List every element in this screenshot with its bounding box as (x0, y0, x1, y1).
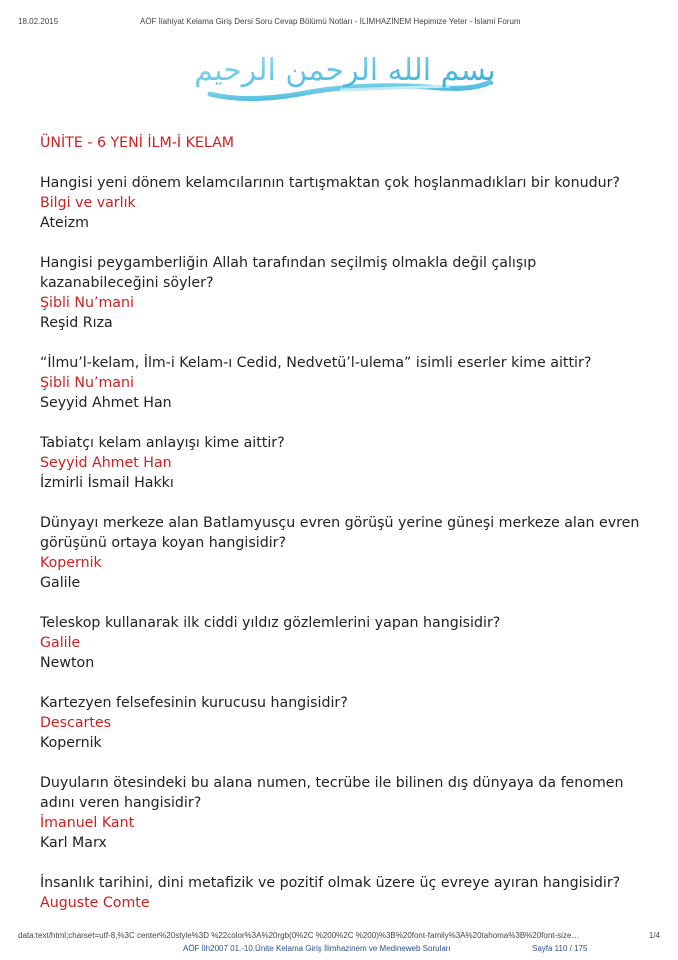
correct-answer: Auguste Comte (40, 895, 150, 911)
question-text: Tabiatçı kelam anlayışı kime aittir? (40, 435, 285, 451)
print-page-number: 1/4 (648, 931, 660, 940)
wrong-answer: Seyyid Ahmet Han (40, 395, 172, 411)
footer-subtitle: AÖF İlh2007 01.-10.Ünite Kelama Giriş İlimhazinem ve Medineweb Soruları (183, 944, 451, 953)
wrong-answer: Newton (40, 655, 95, 671)
correct-answer: Seyyid Ahmet Han (40, 455, 172, 471)
qa-item (40, 773, 650, 853)
question-text: Kartezyen felsefesinin kurucusu hangisidir? (40, 695, 348, 711)
correct-answer: Bilgi ve varlık (40, 195, 136, 211)
print-title: AÖF İlahiyat Kelama Giriş Dersi Soru Cevap Bölümü Notları - İLİMHAZİNEM Hepimize Yeter - İslami Forum (140, 17, 521, 26)
wrong-answer: Karl Marx (40, 835, 107, 851)
print-url: data:text/html;charset=utf-8,%3C center%20style%3D %22color%3A%20rgb(0%2C %200%2C %200)%3B%20font-family%3A%20tahoma%3B%20font-size… (18, 931, 580, 940)
qa-item (40, 433, 650, 493)
correct-answer: Descartes (40, 715, 112, 731)
wrong-answer: İzmirli İsmail Hakkı (40, 475, 174, 491)
question-text: İnsanlık tarihini, dini metafizik ve pozitif olmak üzere üç evreye ayıran hangisidir? (40, 875, 621, 891)
unit-title: ÜNİTE - 6 YENİ İLM-İ KELAM (40, 135, 235, 151)
correct-answer: Kopernik (40, 555, 102, 571)
correct-answer: Şibli Nu’mani (40, 375, 134, 391)
document-body (40, 133, 650, 933)
basmala-logo (190, 42, 500, 108)
qa-item (40, 253, 650, 333)
correct-answer: İmanuel Kant (40, 815, 135, 831)
correct-answer: Şibli Nu’mani (40, 295, 134, 311)
question-text: Dünyayı merkeze alan Batlamyusçu evren görüşü yerine güneşi merkeze alan evren görüşünü ortaya koyan hangisidir? (40, 515, 640, 551)
qa-item (40, 173, 650, 233)
qa-item (40, 613, 650, 673)
question-text: Duyuların ötesindeki bu alana numen, tecrübe ile bilinen dış dünyaya da fenomen adını veren hangisidir? (40, 775, 624, 811)
basmala-text: بسم الله الرحمن الرحيم (194, 53, 496, 88)
wrong-answer: Reşid Rıza (40, 315, 113, 331)
qa-item (40, 353, 650, 413)
print-date: 18.02.2015 (18, 17, 59, 26)
wrong-answer: Ateizm (40, 215, 89, 231)
correct-answer: Galile (40, 635, 81, 651)
qa-item (40, 873, 650, 913)
qa-item (40, 693, 650, 753)
question-text: Hangisi peygamberliğin Allah tarafından seçilmiş olmakla değil çalışıp kazanabileceğini söyler? (40, 255, 537, 291)
footer-page: Sayfa 110 / 175 (532, 944, 588, 953)
question-text: “İlmu’l-kelam, İlm-i Kelam-ı Cedid, Nedvetü’l-ulema” isimli eserler kime aittir? (40, 355, 592, 371)
wrong-answer: Galile (40, 575, 81, 591)
question-text: Teleskop kullanarak ilk ciddi yıldız gözlemlerini yapan hangisidir? (40, 615, 501, 631)
wrong-answer: Kopernik (40, 735, 102, 751)
question-text: Hangisi yeni dönem kelamcılarının tartışmaktan çok hoşlanmadıkları bir konudur? (40, 175, 620, 191)
qa-item (40, 513, 650, 593)
qa-list (40, 173, 650, 913)
